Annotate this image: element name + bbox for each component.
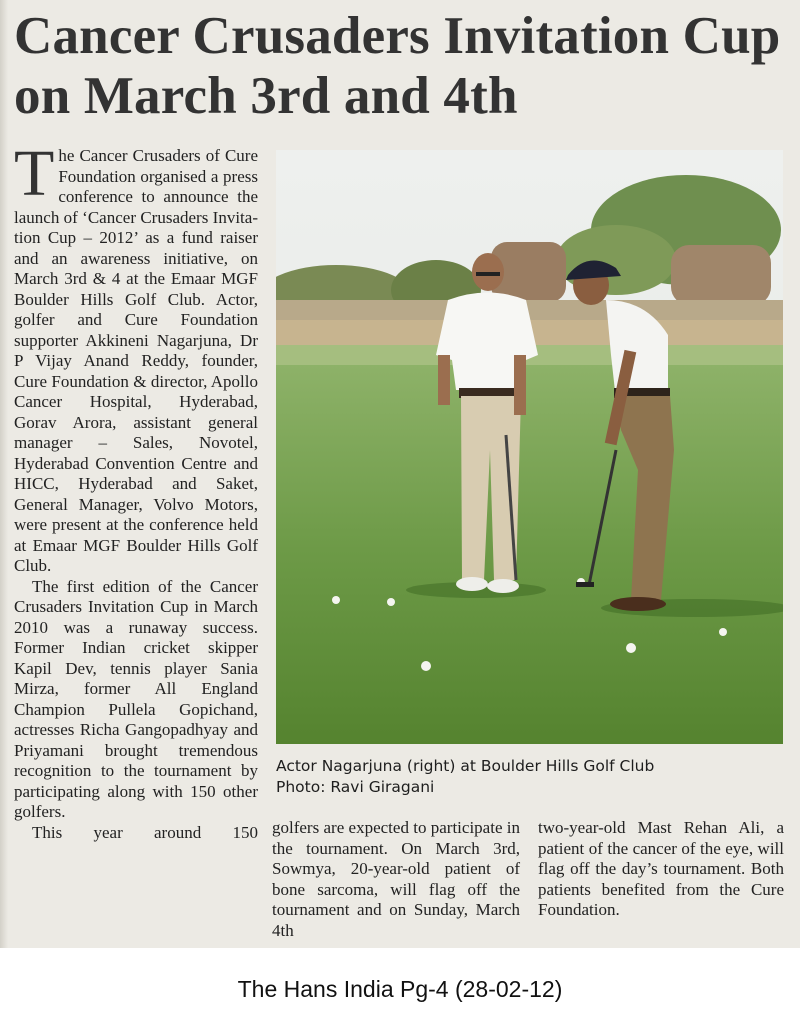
headline-line-2: on March 3rd and 4th <box>14 67 518 125</box>
article-column-1 <box>14 137 258 843</box>
headline-line-1: Cancer Crusaders Invitation Cup <box>14 7 781 65</box>
paragraph-1 <box>14 137 258 577</box>
caption-line-1: Actor Nagarjuna (right) at Boulder Hills Golf Club <box>276 757 655 775</box>
golf-photo-illustration <box>276 150 783 744</box>
article-column-2: golfers are expected to participate in the tournament. On March 3rd, Sowmya, 20-year-old patient of bone sarcoma, will flag off the tournament and on Sunday, March 4th <box>272 818 520 940</box>
paragraph-2: The first edition of the Cancer Crusaders Invitation Cup in March 2010 was a runaway success. Former Indian cricket skipper Kapil Dev, tennis player Sania Mirza, former All England Champion Pullela Gopichand, actresses Richa Gangopadhyay and Priyamani brought tremendous recognition to the tournament by participating along with 150 other golfers. <box>14 576 258 821</box>
paragraph-3-start: This year around 150 <box>32 822 258 842</box>
source-label: The Hans India Pg-4 (28-02-12) <box>237 976 563 1002</box>
caption-credit: Photo: Ravi Giragani <box>276 778 435 796</box>
photo-caption <box>276 756 784 798</box>
article-column-3: two-year-old Mast Rehan Ali, a patient of the cancer of the eye, will flag off the day’s tournament. Both patients benefited from the Cure Foundation. <box>538 818 784 919</box>
article-headline <box>14 6 794 126</box>
golf-photo <box>276 150 783 744</box>
paragraph-1-text: he Cancer Crusaders of Cure Foundation organised a press conference to announce the launch of ‘Cancer Crusaders Invitation Cup – 2012’ as a fund raiser and an awareness initiative, on March 3rd & 4 at the Emaar MGF Boulder Hills Golf Club. Actor, golfer and Cure Foundation supporter Akkineni Nagarjuna, Dr P Vijay Anand Reddy, founder, Cure Foundation & director, Apollo Cancer Hospital, Hyderabad, Gorav Arora, assistant general manager – Sales, Novotel, Hyderabad Convention Centre and HICC, Hyderabad and Saket, General Manager, Volvo Motors, were present at the conference held at Emaar MGF Boulder Hills Golf Club. <box>14 146 258 575</box>
paper-fold-shadow <box>0 0 8 948</box>
drop-cap: T <box>14 137 55 210</box>
